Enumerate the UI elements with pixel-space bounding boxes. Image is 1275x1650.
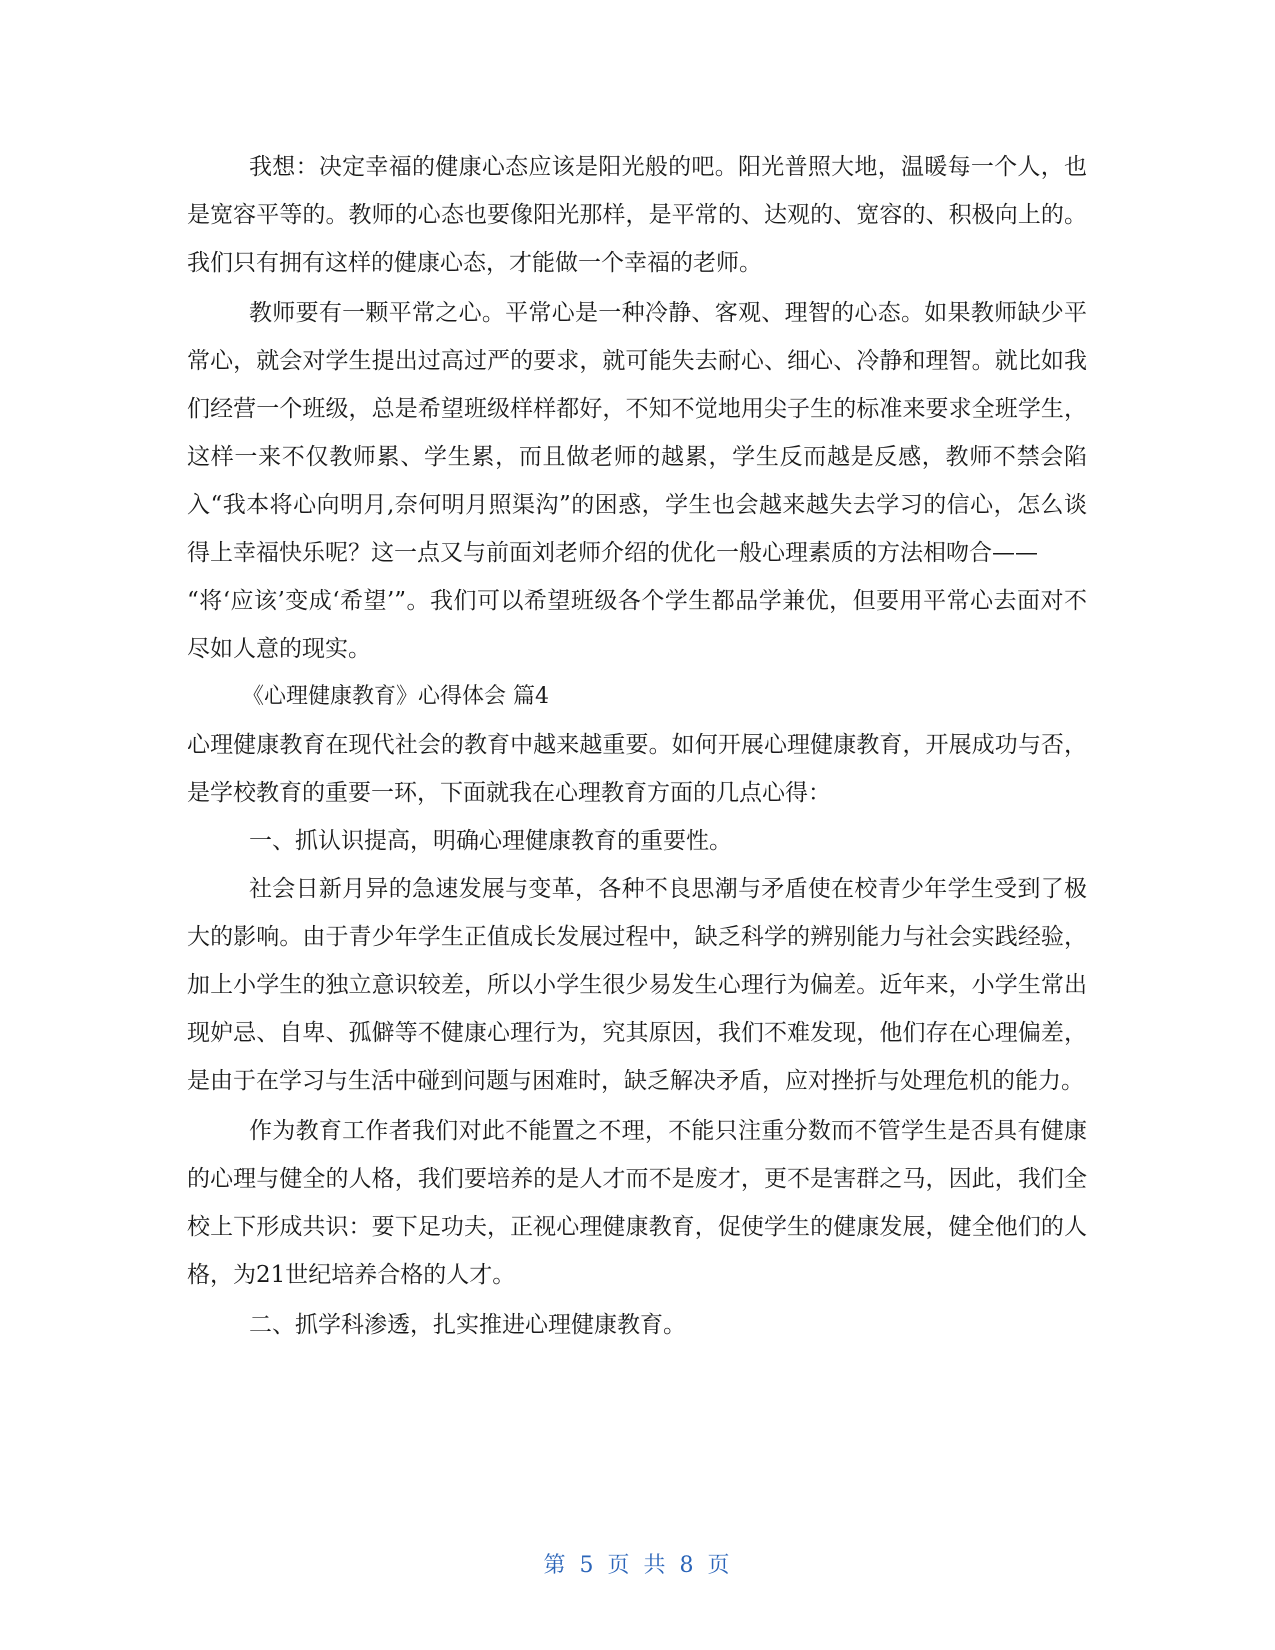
paragraph-2: 教师要有一颗平常之心。平常心是一种冷静、客观、理智的心态。如果教师缺少平常心，就会对学生提出过高过严的要求，就可能失去耐心、细心、冷静和理智。就比如我们经营一个班级，总是希望班级样样都好，不知不觉地用尖子生的标准来要求全班学生，这样一来不仅教师累、学生累，而且做老师的越累，学生反而越是反感，教师不禁会陷入“我本将心向明月,奈何明月照渠沟”的困惑，学生也会越来越失去学习的信心，怎么谈得上幸福快乐呢？这一点又与前面刘老师介绍的优化一般心理素质的方法相吻合——	[187, 300, 1087, 566]
footer-suffix: 页	[707, 1553, 732, 1578]
footer-total-pages: 8	[679, 1553, 696, 1578]
footer-prefix: 第	[543, 1553, 568, 1578]
paragraph-3: “将‘应该’变成‘希望’”。我们可以希望班级各个学生都品学兼优，但要用平常心去面对不尽如人意的现实。	[187, 588, 1087, 662]
paragraph-5: 一、抓认识提高，明确心理健康教育的重要性。	[249, 828, 732, 854]
footer-total-label: 共	[643, 1553, 668, 1578]
paragraph-4: 心理健康教育在现代社会的教育中越来越重要。如何开展心理健康教育，开展成功与否，是学校教育的重要一环，下面就我在心理教育方面的几点心得：	[187, 732, 1087, 806]
document-body	[187, 143, 1087, 1349]
paragraph-7: 作为教育工作者我们对此不能置之不理，不能只注重分数而不管学生是否具有健康的心理与健全的人格，我们要培养的是人才而不是废才，更不是害群之马，因此，我们全校上下形成共识：要下足功夫，正视心理健康教育，促使学生的健康发展，健全他们的人格，为21世纪培养合格的人才。	[187, 1118, 1087, 1288]
page-footer	[0, 1548, 1275, 1579]
paragraph-1: 我想：决定幸福的健康心态应该是阳光般的吧。阳光普照大地，温暖每一个人，也是宽容平等的。教师的心态也要像阳光那样，是平常的、达观的、宽容的、积极向上的。我们只有拥有这样的健康心态，才能做一个幸福的老师。	[187, 154, 1087, 276]
section-heading: 《心理健康教育》心得体会 篇4	[242, 684, 549, 709]
paragraph-6: 社会日新月异的急速发展与变革，各种不良思潮与矛盾使在校青少年学生受到了极大的影响。由于青少年学生正值成长发展过程中，缺乏科学的辨别能力与社会实践经验，加上小学生的独立意识较差，所以小学生很少易发生心理行为偏差。近年来，小学生常出现妒忌、自卑、孤僻等不健康心理行为，究其原因，我们不难发现，他们存在心理偏差，是由于在学习与生活中碰到问题与困难时，缺乏解决矛盾，应对挫折与处理危机的能力。	[187, 876, 1087, 1094]
footer-mid: 页	[607, 1553, 632, 1578]
paragraph-8: 二、抓学科渗透，扎实推进心理健康教育。	[249, 1312, 686, 1338]
footer-current-page: 5	[579, 1553, 596, 1578]
